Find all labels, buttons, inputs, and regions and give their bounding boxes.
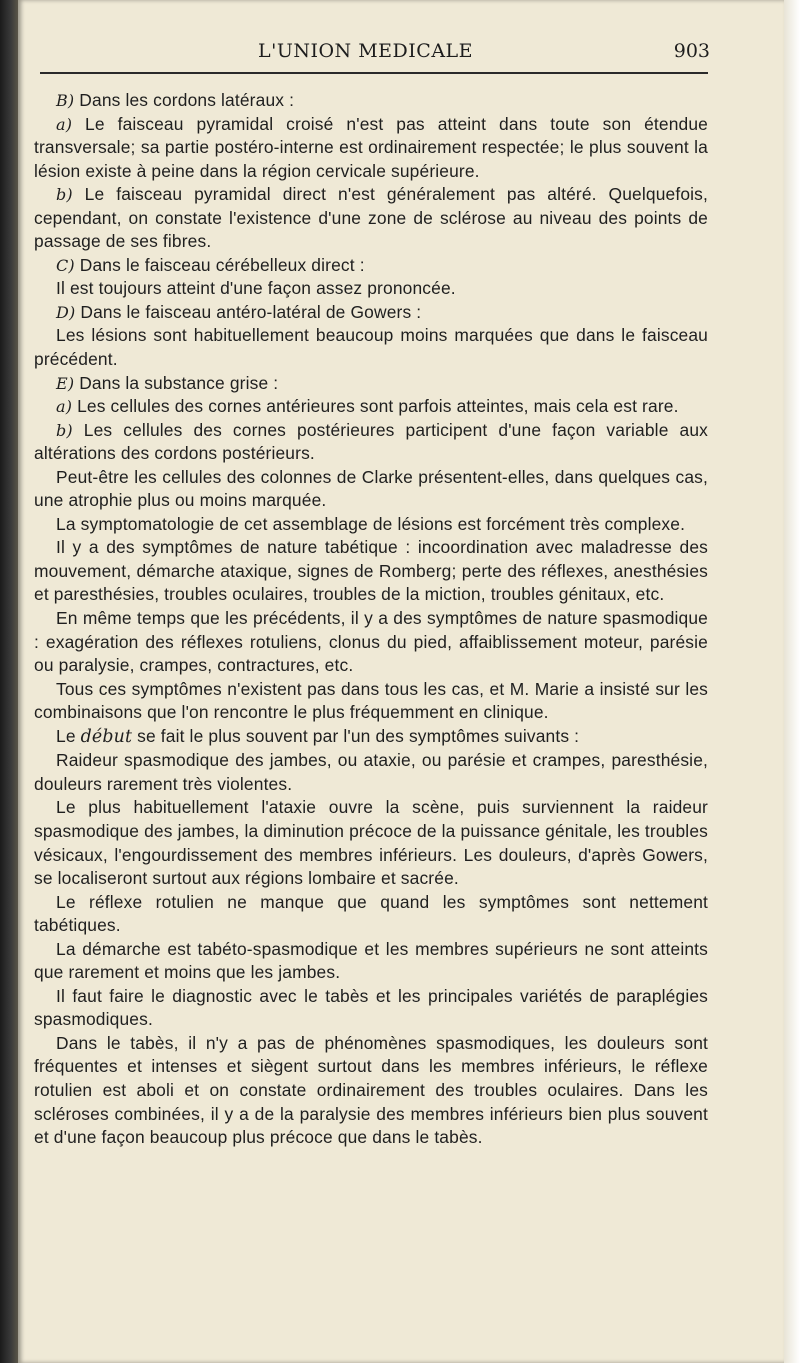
paragraph [34,1032,708,1150]
paragraph [34,466,708,513]
paragraph [34,89,708,113]
header-rule [40,72,708,74]
paragraph [34,513,708,537]
paragraph-text: Il y a des symptômes de nature tabétique : incoordination avec maladresse des mouvement, démarche ataxique, signes de Romberg; perte des réflexes, anesthésies et paresthésies, troubles oculaires, troubles de la miction, troubles génitaux, etc. [34,537,708,605]
section-marker: b) [56,420,73,440]
paragraph [34,254,708,278]
paragraph-text: En même temps que les précédents, il y a des symptômes de nature spasmodique : exagération des réflexes rotuliens, clonus du pied, affaiblissement moteur, parésie ou paralysie, crampes, contractures, etc. [34,608,708,676]
paragraph [34,395,708,419]
paragraph-text: Il est toujours atteint d'une façon assez prononcée. [56,278,456,299]
book-spine-shadow [0,0,18,1363]
paragraph [34,678,708,725]
paragraph-text: Dans la substance grise : [74,372,279,393]
section-marker: C) [56,255,75,275]
paragraph [34,113,708,184]
paragraph-text: Les lésions sont habituellement beaucoup moins marquées que dans le faisceau précédent. [34,325,708,370]
paragraph [34,749,708,796]
article-body [34,89,708,1150]
section-marker: E) [56,373,75,393]
paragraph-text: Il faut faire le diagnostic avec le tabès et les principales variétés de paraplégies spasmodiques. [34,985,708,1030]
section-marker: D) [56,302,76,322]
paragraph-text: Le plus habituellement l'ataxie ouvre la scène, puis surviennent la raideur spasmodique des jambes, la diminution précoce de la puissance génitale, les troubles vésicaux, l'engourdissement des membres inférieurs. Les douleurs, d'après Gowers, se localiseront surtout aux régions lombaire et sacrée. [34,797,708,889]
section-marker: b) [56,185,73,205]
paragraph-text: Les cellules des cornes antérieures sont parfois atteintes, mais cela est rare. [72,396,679,417]
paragraph-text: Dans le faisceau cérébelleux direct : [74,254,365,275]
paragraph [34,938,708,985]
emphasized-word: début [80,726,133,747]
page-header [18,40,710,70]
paragraph-text: Dans le faisceau antéro-latéral de Gowers : [75,301,422,322]
paragraph [34,419,708,466]
paragraph [34,301,708,325]
paragraph [34,607,708,678]
section-marker: a) [56,114,73,134]
paragraph [34,891,708,938]
paragraph-text: Tous ces symptômes n'existent pas dans tous les cas, et M. Marie a insisté sur les combinaisons que l'on rencontre le plus fréquemment en clinique. [34,678,708,723]
paragraph-text: Dans les cordons latéraux : [74,90,295,110]
paragraph-text: Peut-être les cellules des colonnes de Clarke présentent-elles, dans quelques cas, une atrophie plus ou moins marquée. [34,466,708,511]
paragraph-text: Dans le tabès, il n'y a pas de phénomènes spasmodiques, les douleurs sont fréquentes et intenses et siègent surtout dans les membres inférieurs, le réflexe rotulien est aboli et on constate ordinairement des troubles oculaires. Dans les scléroses combinées, il y a de la paralysie des membres inférieurs bien plus souvent et d'une façon beaucoup plus précoce que dans le tabès. [34,1032,708,1148]
paragraph-text: La démarche est tabéto-spasmodique et les membres supérieurs ne sont atteints que rarement et moins que les jambes. [34,938,708,983]
paragraph [34,324,708,371]
paragraph [34,536,708,607]
paragraph-text: Le réflexe rotulien ne manque que quand les symptômes sont nettement tabétiques. [34,891,708,936]
paragraph-text: Les cellules des cornes postérieures participent d'une façon variable aux altérations des cordons postérieurs. [34,419,708,464]
paragraph-text: Le [56,725,81,746]
paragraph-text: Le faisceau pyramidal croisé n'est pas atteint dans toute son étendue transversale; sa partie postéro-interne est ordinairement respectée; le plus souvent la lésion existe à peine dans la région cervicale supérieure. [34,113,708,181]
paragraph-text: La symptomatologie de cet assemblage de lésions est forcément très complexe. [56,513,686,534]
paragraph [34,372,708,396]
paragraph [34,985,708,1032]
paragraph-text: Raideur spasmodique des jambes, ou ataxie, ou parésie et crampes, paresthésie, douleurs rarement très violentes. [34,750,708,794]
page-edge [784,0,800,1363]
paragraph [34,796,708,890]
paragraph-text: se fait le plus souvent par l'un des symptômes suivants : [132,725,580,746]
section-marker: B) [56,91,75,110]
page-number: 903 [673,40,710,62]
running-title: L'UNION MEDICALE [258,40,474,62]
paragraph [34,725,708,750]
paragraph-text: Le faisceau pyramidal direct n'est généralement pas altéré. Quelquefois, cependant, on constate l'existence d'une zone de sclérose au niveau des points de passage de ses fibres. [34,184,708,252]
section-marker: a) [56,397,73,417]
paragraph [34,277,708,301]
paragraph [34,183,708,254]
